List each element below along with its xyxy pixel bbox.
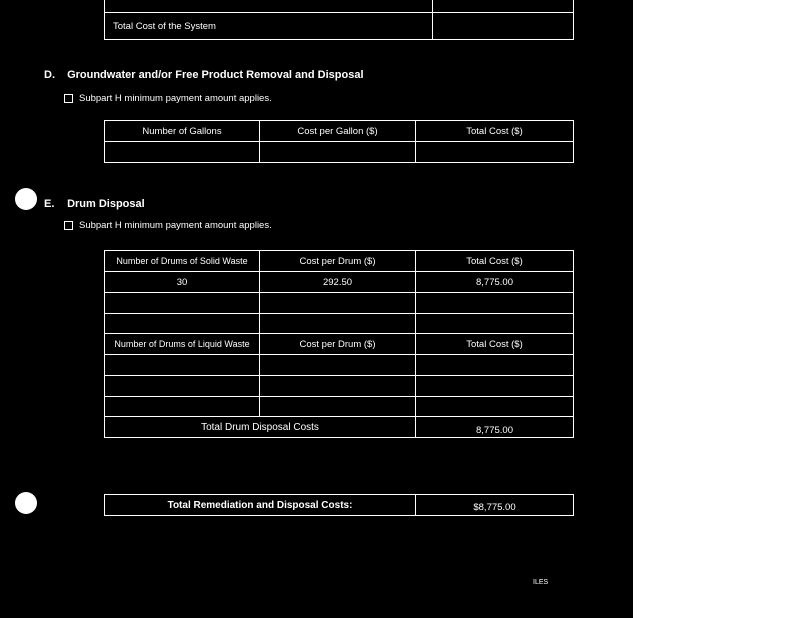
- section-e-checkbox-label: Subpart H minimum payment amount applies.: [79, 220, 272, 231]
- grand-total-value[interactable]: $8,775.00: [416, 495, 574, 516]
- section-e-heading: [44, 198, 145, 210]
- table-row: [105, 376, 574, 397]
- liquid-blank-cell[interactable]: [416, 397, 574, 417]
- solid-blank-cell[interactable]: [260, 314, 416, 334]
- solid-total-header: Total Cost ($): [416, 251, 574, 272]
- drum-disposal-table: [104, 250, 574, 438]
- solid-blank-cell[interactable]: [260, 293, 416, 314]
- liquid-blank-cell[interactable]: [260, 376, 416, 397]
- liquid-blank-cell[interactable]: [105, 355, 260, 376]
- solid-cost-per-drum-header: Cost per Drum ($): [260, 251, 416, 272]
- solid-blank-cell[interactable]: [416, 293, 574, 314]
- table-row: [105, 272, 574, 293]
- solid-drums-header: Number of Drums of Solid Waste: [105, 251, 260, 272]
- system-cost-blank-cell: [105, 0, 433, 13]
- table-row: [105, 314, 574, 334]
- solid-total-value[interactable]: 8,775.00: [416, 272, 574, 293]
- solid-blank-cell[interactable]: [416, 314, 574, 334]
- solid-blank-cell[interactable]: [105, 293, 260, 314]
- gallons-cell[interactable]: [105, 142, 260, 163]
- punch-hole-lower: [15, 492, 37, 514]
- section-d-checkbox[interactable]: [64, 94, 73, 103]
- punch-hole-upper: [15, 188, 37, 210]
- section-d-heading: [44, 69, 364, 81]
- liquid-blank-cell[interactable]: [105, 397, 260, 417]
- solid-drums-value[interactable]: 30: [105, 272, 260, 293]
- liquid-blank-cell[interactable]: [260, 397, 416, 417]
- cost-per-gallon-cell[interactable]: [260, 142, 416, 163]
- table-row: [105, 397, 574, 417]
- liquid-blank-cell[interactable]: [260, 355, 416, 376]
- cost-per-gallon-header: Cost per Gallon ($): [260, 121, 416, 142]
- system-cost-table: [104, 0, 574, 40]
- solid-blank-cell[interactable]: [105, 314, 260, 334]
- solid-cost-per-drum-value[interactable]: 292.50: [260, 272, 416, 293]
- section-e-minimum-payment: [64, 220, 272, 231]
- groundwater-total-header: Total Cost ($): [416, 121, 574, 142]
- gallons-header: Number of Gallons: [105, 121, 260, 142]
- liquid-total-header: Total Cost ($): [416, 334, 574, 355]
- section-d-title: Groundwater and/or Free Product Removal and Disposal: [67, 69, 364, 81]
- page-footer-mark: ILES: [533, 579, 549, 586]
- liquid-blank-cell[interactable]: [416, 376, 574, 397]
- system-total-label: Total Cost of the System: [105, 13, 433, 40]
- liquid-blank-cell[interactable]: [416, 355, 574, 376]
- liquid-blank-cell[interactable]: [105, 376, 260, 397]
- section-d-checkbox-label: Subpart H minimum payment amount applies.: [79, 93, 272, 104]
- grand-total-label: Total Remediation and Disposal Costs:: [105, 495, 416, 516]
- system-cost-blank-value: [433, 0, 574, 13]
- drum-total-value[interactable]: 8,775.00: [416, 417, 574, 438]
- liquid-cost-per-drum-header: Cost per Drum ($): [260, 334, 416, 355]
- section-e-checkbox[interactable]: [64, 221, 73, 230]
- section-d-minimum-payment: [64, 93, 272, 104]
- groundwater-total-cell[interactable]: [416, 142, 574, 163]
- table-row: [105, 293, 574, 314]
- drum-total-label: Total Drum Disposal Costs: [105, 417, 416, 438]
- section-e-letter: E.: [44, 198, 55, 210]
- groundwater-table: [104, 120, 574, 163]
- liquid-drums-header: Number of Drums of Liquid Waste: [105, 334, 260, 355]
- section-d-letter: D.: [44, 69, 55, 81]
- table-row: [105, 355, 574, 376]
- section-e-title: Drum Disposal: [67, 198, 145, 210]
- grand-total-table: [104, 494, 574, 516]
- system-total-value[interactable]: [433, 13, 574, 40]
